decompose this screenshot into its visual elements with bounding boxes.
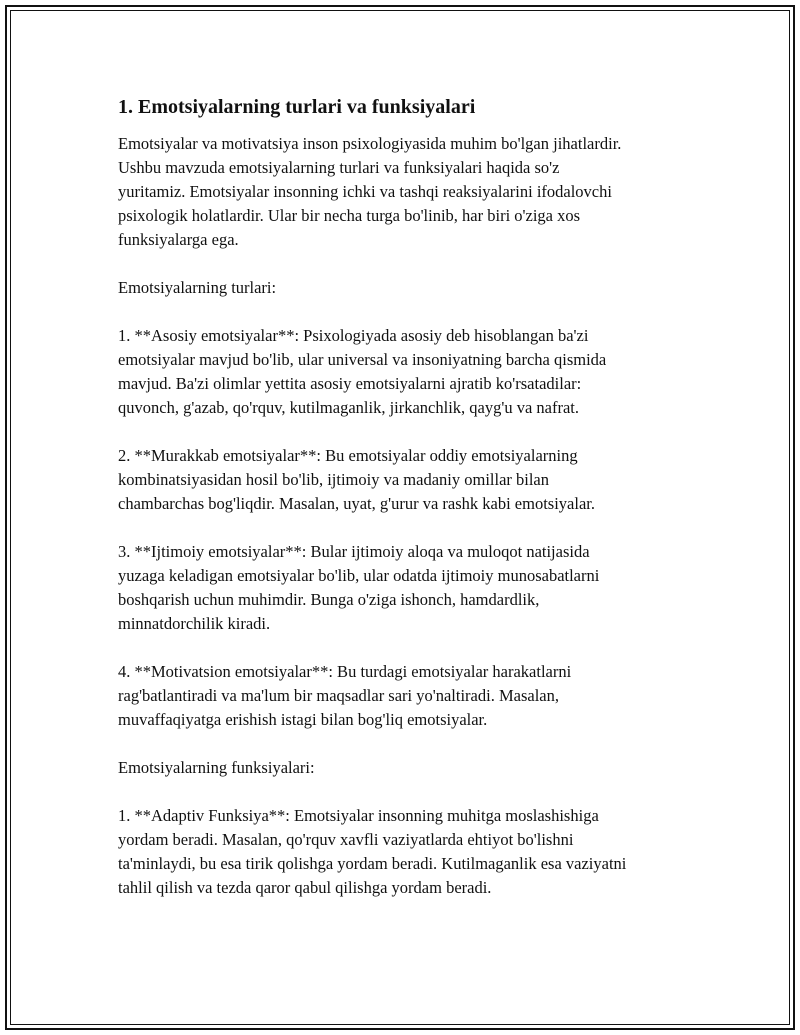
intro-paragraph — [118, 132, 688, 252]
text-line: yordam beradi. Masalan, qo'rquv xavfli vaziyatlarda ehtiyot bo'lishni — [118, 830, 574, 849]
text-line: funksiyalarga ega. — [118, 230, 239, 249]
text-line: Emotsiyalarning turlari: — [118, 278, 277, 297]
text-line: yuritamiz. Emotsiyalar insonning ichki va tashqi reaksiyalarini ifodalovchi — [118, 182, 612, 201]
text-line: Emotsiyalar va motivatsiya inson psixologiyasida muhim bo'lgan jihatlardir. — [118, 134, 622, 153]
text-line: Emotsiyalarning funksiyalari: — [118, 758, 315, 777]
text-line: 1. **Asosiy emotsiyalar**: Psixologiyada asosiy deb hisoblangan ba'zi — [118, 326, 589, 345]
text-line: mavjud. Ba'zi olimlar yettita asosiy emotsiyalarni ajratib ko'rsatadilar: — [118, 374, 582, 393]
text-line: minnatdorchilik kiradi. — [118, 614, 271, 633]
text-line: psixologik holatlardir. Ular bir necha turga bo'linib, har biri o'ziga xos — [118, 206, 581, 225]
text-line: 1. **Adaptiv Funksiya**: Emotsiyalar insonning muhitga moslashishiga — [118, 806, 599, 825]
text-line: 3. **Ijtimoiy emotsiyalar**: Bular ijtimoiy aloqa va muloqot natijasida — [118, 542, 590, 561]
section-heading-functions — [118, 756, 688, 780]
text-line: kombinatsiyasidan hosil bo'lib, ijtimoiy va madaniy omillar bilan — [118, 470, 550, 489]
list-item-adaptive-function — [118, 804, 688, 900]
text-line: boshqarish uchun muhimdir. Bunga o'ziga ishonch, hamdardlik, — [118, 590, 540, 609]
text-line: emotsiyalar mavjud bo'lib, ular universal va insoniyatning barcha qismida — [118, 350, 607, 369]
text-line: rag'batlantiradi va ma'lum bir maqsadlar sari yo'naltiradi. Masalan, — [118, 686, 559, 705]
list-item-basic-emotions — [118, 324, 688, 420]
text-line: ta'minlaydi, bu esa tirik qolishga yordam beradi. Kutilmaganlik esa vaziyatni — [118, 854, 627, 873]
text-line: tahlil qilish va tezda qaror qabul qilishga yordam beradi. — [118, 878, 492, 897]
document-body — [118, 94, 688, 924]
list-item-complex-emotions — [118, 444, 688, 516]
list-item-motivational-emotions — [118, 660, 688, 732]
document-title: 1. Emotsiyalarning turlari va funksiyalari — [118, 96, 476, 118]
text-line: 4. **Motivatsion emotsiyalar**: Bu turdagi emotsiyalar harakatlarni — [118, 662, 572, 681]
text-line: quvonch, g'azab, qo'rquv, kutilmaganlik, jirkanchlik, qayg'u va nafrat. — [118, 398, 580, 417]
text-line: Ushbu mavzuda emotsiyalarning turlari va funksiyalari haqida so'z — [118, 158, 560, 177]
text-line: chambarchas bog'liqdir. Masalan, uyat, g'urur va rashk kabi emotsiyalar. — [118, 494, 595, 513]
text-line: yuzaga keladigan emotsiyalar bo'lib, ular odatda ijtimoiy munosabatlarni — [118, 566, 600, 585]
text-line: muvaffaqiyatga erishish istagi bilan bog'liq emotsiyalar. — [118, 710, 488, 729]
list-item-social-emotions — [118, 540, 688, 636]
section-heading-types — [118, 276, 688, 300]
text-line: 2. **Murakkab emotsiyalar**: Bu emotsiyalar oddiy emotsiyalarning — [118, 446, 578, 465]
